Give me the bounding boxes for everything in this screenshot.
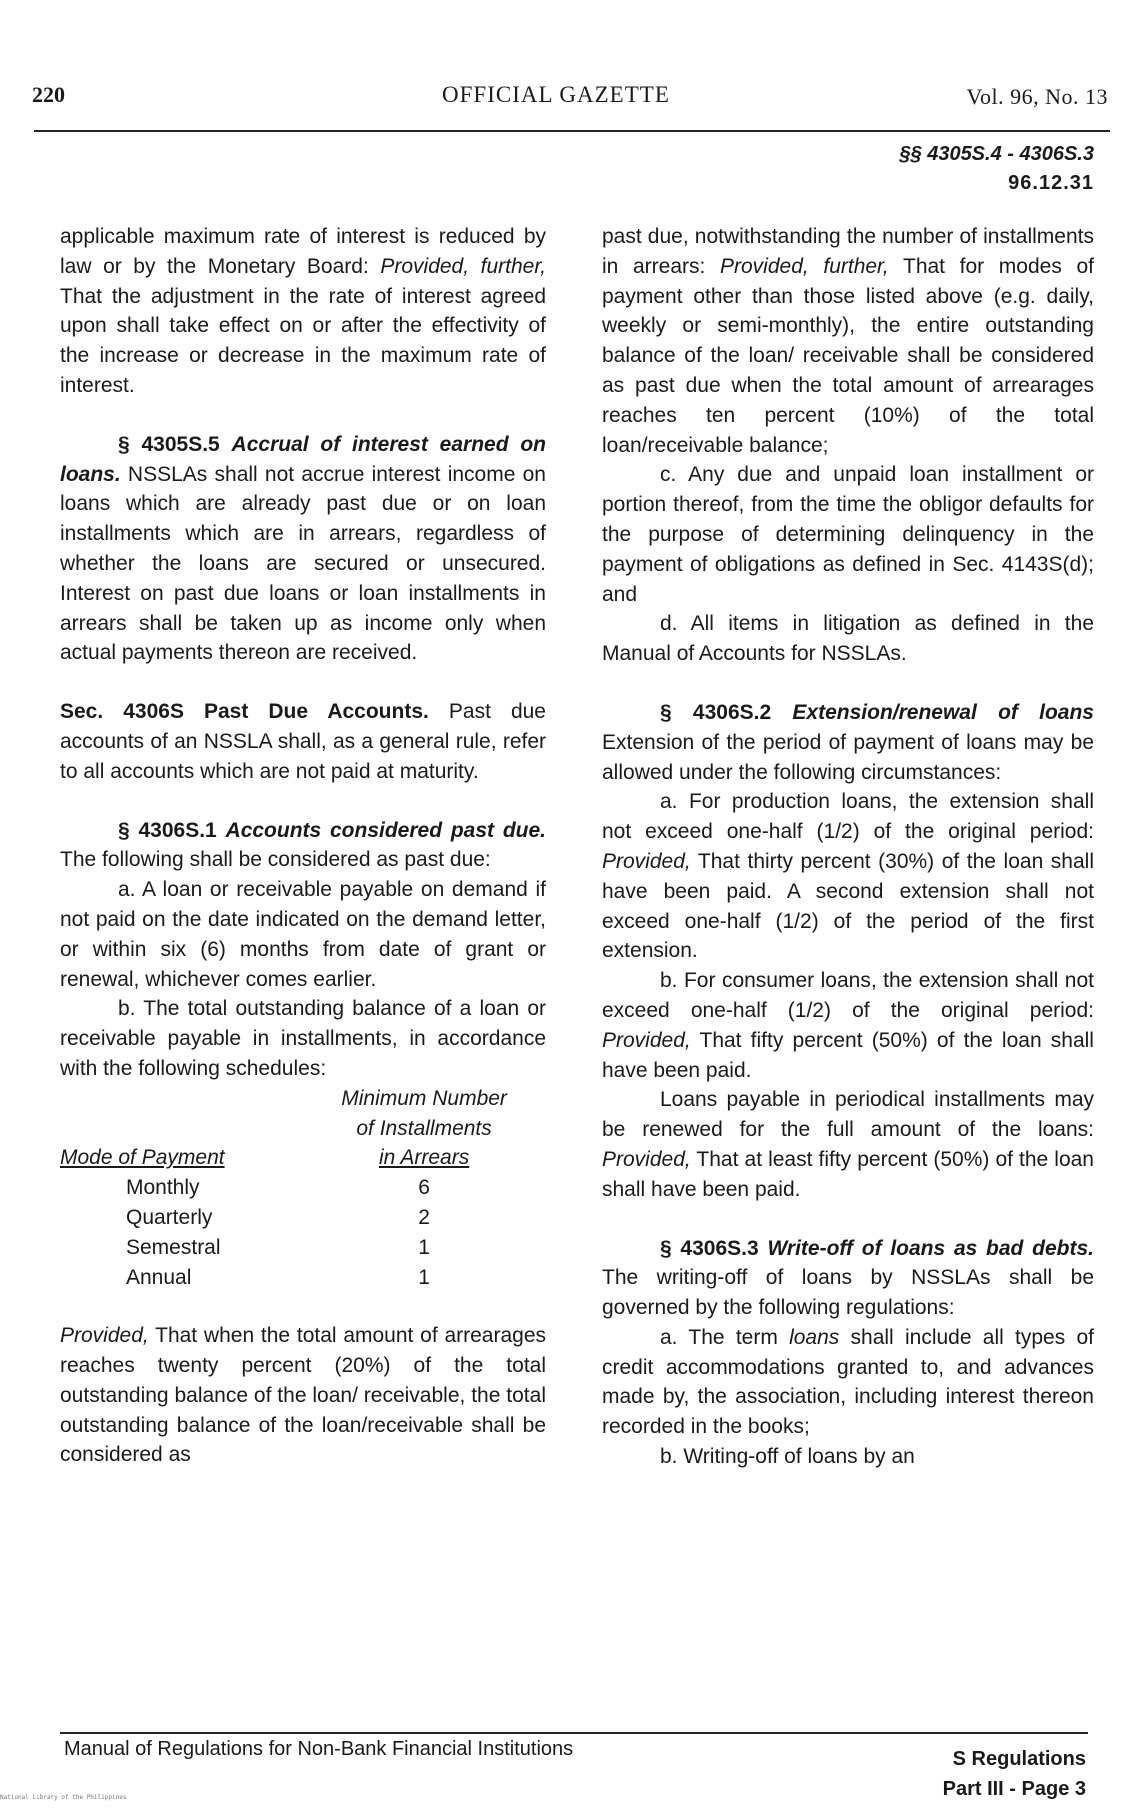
- left-column: [60, 222, 546, 1470]
- page-header: [32, 82, 1108, 116]
- gazette-title: OFFICIAL GAZETTE: [442, 82, 670, 107]
- column-header: Mode of Payment: [60, 1146, 225, 1170]
- footer-page-number: Part III - Page 3: [942, 1778, 1086, 1800]
- paragraph-interest-adjustment: applicable maximum rate of interest is reduced by law or by the Monetary Board: Provided, further, That the adjustment in the rate of interest agreed upon shall take effect on or after the effectivity of the increase or decrease in the maximum rate of interest.: [60, 225, 546, 397]
- section-4306s1: § 4306S.1 Accounts considered past due. The following shall be considered as past due:: [60, 818, 546, 872]
- list-item-a: a. For production loans, the extension shall not exceed one-half (1/2) of the original period: Provided, That thirty percent (30%) of the loan shall have been paid. A second extension shall not exceed one-half (1/2) of the period of the first extension.: [602, 790, 1094, 963]
- list-item-b: b. For consumer loans, the extension shall not exceed one-half (1/2) of the original period: Provided, That fifty percent (50%) of the loan shall have been paid.: [602, 969, 1094, 1082]
- paragraph-past-due-continued: past due, notwithstanding the number of installments in arrears: Provided, further, That for modes of payment other than those listed above (e.g. daily, weekly or semi-monthly), the entire outstanding balance of the loan/ receivable shall be considered as past due when the total amount of arrearages reaches ten percent (10%) of the total loan/receivable balance;: [602, 225, 1094, 457]
- library-stamp: National Library of the Philippines: [0, 1794, 127, 1801]
- section-4306s2: § 4306S.2 Extension/renewal of loans Extension of the period of payment of loans may be allowed under the following circumstances:: [602, 700, 1094, 784]
- section-number: § 4306S.2: [660, 700, 772, 724]
- paragraph-provided: Provided, That when the total amount of arrearages reaches twenty percent (20%) of the total outstanding balance of the loan/ receivable, the total outstanding balance of the loan/receivable shall be considered as: [60, 1324, 546, 1467]
- footer-regulations: S Regulations: [952, 1748, 1086, 1770]
- section-4305s5: § 4305S.5 Accrual of interest earned on loans. NSSLAs shall not accrue interest income on loans which are already past due or on loan installments which are in arrears, regardless of whether the loans are secured or unsecured. Interest on past due loans or loan installments in arrears shall be taken up as income only when actual payments thereon are received.: [60, 432, 546, 665]
- section-reference: [899, 140, 1094, 198]
- paragraph-renewal: Loans payable in periodical installments may be renewed for the full amount of the loans: Provided, That at least fifty percent (50%) of the loan shall have been paid.: [602, 1088, 1094, 1201]
- page-number: 220: [32, 82, 65, 107]
- table-row: Quarterly 2: [126, 1205, 430, 1229]
- footer-rule: [60, 1732, 1088, 1734]
- footer-page-info: [943, 1744, 1086, 1804]
- table-row: Annual 1: [126, 1265, 430, 1289]
- arrears-schedule-table: [60, 1084, 546, 1293]
- column-header: in Arrears: [378, 1146, 470, 1170]
- table-row: Monthly 6: [126, 1176, 430, 1200]
- column-header: Minimum Number: [341, 1086, 507, 1110]
- list-item-b: b. Writing-off of loans by an: [660, 1445, 915, 1469]
- section-4306s3: § 4306S.3 Write-off of loans as bad debts. The writing-off of loans by NSSLAs shall be governed by the following regulations:: [602, 1236, 1094, 1320]
- table-row: Semestral 1: [126, 1235, 430, 1259]
- section-date: 96.12.31: [1008, 172, 1094, 194]
- section-title: Accrual of interest earned on loans.: [60, 432, 546, 486]
- list-item-a: a. The term loans shall include all types of credit accommodations granted to, and advances made by, the association, including interest thereon recorded in the books;: [602, 1325, 1094, 1439]
- list-item-d: d. All items in litigation as defined in the Manual of Accounts for NSSLAs.: [602, 612, 1094, 666]
- column-header: of Installments: [356, 1116, 492, 1140]
- header-rule: [34, 130, 1110, 132]
- list-item-a: a. A loan or receivable payable on demand if not paid on the date indicated on the demand letter, or within six (6) months from date of grant or renewal, whichever comes earlier.: [60, 878, 546, 991]
- section-number: § 4306S.1: [118, 818, 217, 842]
- section-title: Sec. 4306S Past Due Accounts.: [60, 700, 429, 724]
- list-item-c: c. Any due and unpaid loan installment or portion thereof, from the time the obligor defaults for the purpose of determining delinquency in the payment of obligations as defined in Sec. 4143S(d); and: [602, 463, 1094, 606]
- section-title: Extension/renewal of loans: [792, 700, 1094, 724]
- section-number: § 4306S.3: [660, 1236, 759, 1260]
- section-4306s: Sec. 4306S Past Due Accounts. Past due accounts of an NSSLA shall, as a general rule, refer to all accounts which are not paid at maturity.: [60, 700, 546, 783]
- section-title: Accounts considered past due.: [225, 818, 546, 842]
- list-item-b: b. The total outstanding balance of a loan or receivable payable in installments, in accordance with the following schedules:: [60, 997, 546, 1080]
- section-number: § 4305S.5: [118, 432, 220, 456]
- section-title: Write-off of loans as bad debts.: [767, 1236, 1094, 1260]
- right-column: [602, 222, 1094, 1472]
- section-range: §§ 4305S.4 - 4306S.3: [899, 143, 1094, 165]
- volume-number: Vol. 96, No. 13: [966, 84, 1108, 109]
- footer-manual-title: Manual of Regulations for Non-Bank Financial Institutions: [64, 1738, 574, 1760]
